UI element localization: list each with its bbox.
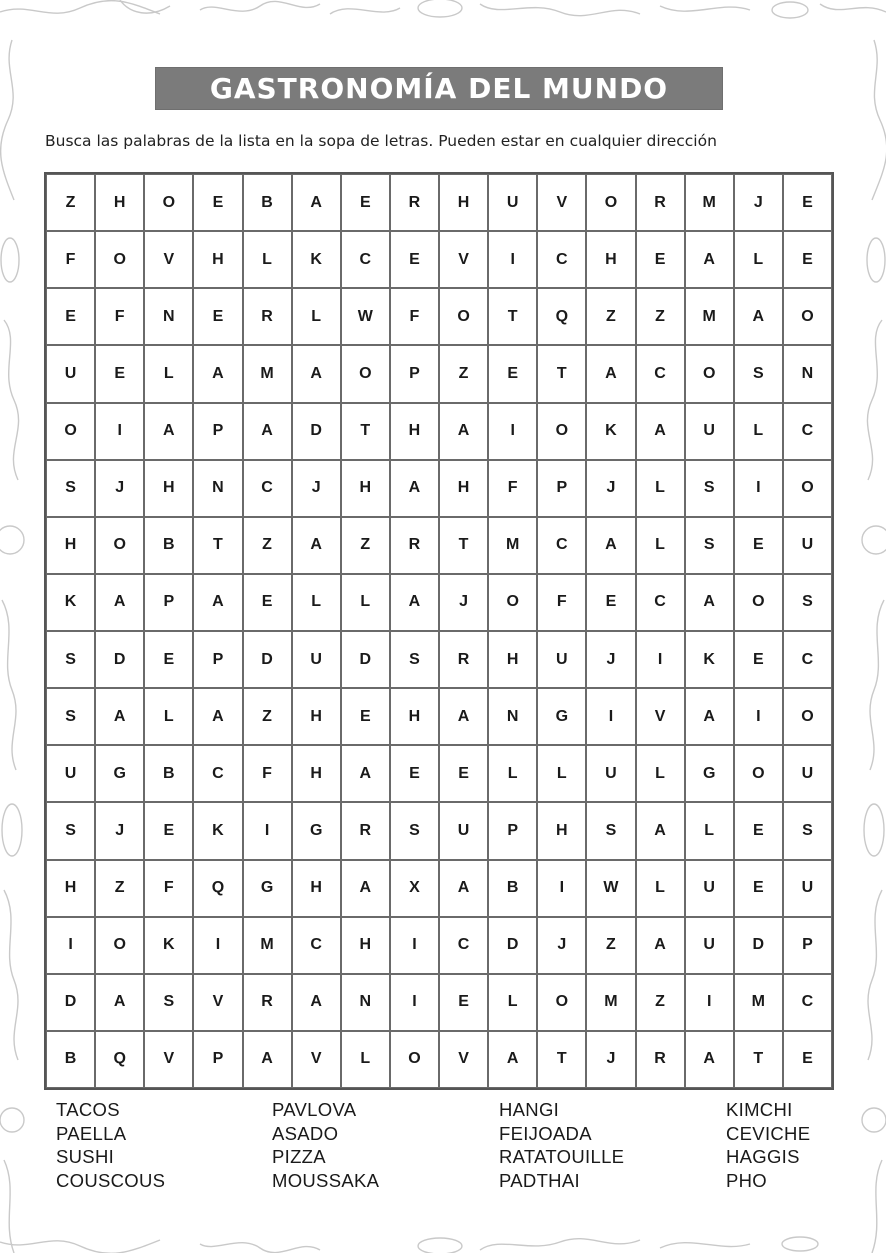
- word-item: ASADO: [272, 1122, 339, 1144]
- word-item: PADTHAI: [499, 1169, 580, 1191]
- grid-cell[interactable]: C: [292, 917, 341, 974]
- grid-cell[interactable]: I: [734, 688, 783, 745]
- grid-cell[interactable]: R: [439, 631, 488, 688]
- grid-cell[interactable]: L: [636, 745, 685, 802]
- grid-cell[interactable]: A: [292, 345, 341, 402]
- grid-cell[interactable]: O: [95, 231, 144, 288]
- grid-cell[interactable]: W: [341, 288, 390, 345]
- instructions-text: Busca las palabras de la lista en la sopa de letras. Pueden estar en cualquier dirección: [45, 132, 717, 150]
- grid-cell[interactable]: C: [783, 403, 832, 460]
- grid-cell[interactable]: S: [46, 631, 95, 688]
- grid-cell[interactable]: D: [243, 631, 292, 688]
- grid-cell[interactable]: M: [243, 345, 292, 402]
- grid-cell[interactable]: M: [243, 917, 292, 974]
- grid-cell[interactable]: O: [783, 288, 832, 345]
- grid-cell[interactable]: P: [390, 345, 439, 402]
- grid-cell[interactable]: P: [537, 460, 586, 517]
- grid-cell[interactable]: T: [537, 1031, 586, 1088]
- grid-cell[interactable]: H: [537, 802, 586, 859]
- grid-cell[interactable]: O: [537, 974, 586, 1031]
- page-title: GASTRONOMÍA DEL MUNDO: [209, 72, 669, 105]
- grid-cell[interactable]: G: [685, 745, 734, 802]
- grid-cell[interactable]: E: [144, 631, 193, 688]
- grid-cell[interactable]: Z: [243, 688, 292, 745]
- grid-cell[interactable]: O: [734, 745, 783, 802]
- grid-cell[interactable]: J: [586, 460, 635, 517]
- grid-cell[interactable]: A: [636, 802, 685, 859]
- grid-cell[interactable]: H: [193, 231, 242, 288]
- grid-cell[interactable]: E: [488, 345, 537, 402]
- word-item: CEVICHE: [726, 1122, 811, 1144]
- grid-cell[interactable]: C: [341, 231, 390, 288]
- grid-cell[interactable]: R: [390, 517, 439, 574]
- grid-cell[interactable]: V: [439, 1031, 488, 1088]
- grid-cell[interactable]: S: [685, 460, 734, 517]
- grid-cell[interactable]: K: [193, 802, 242, 859]
- grid-cell[interactable]: K: [586, 403, 635, 460]
- grid-cell[interactable]: U: [46, 745, 95, 802]
- word-search-grid: [44, 172, 834, 1090]
- grid-cell[interactable]: Q: [95, 1031, 144, 1088]
- grid-cell[interactable]: H: [390, 403, 439, 460]
- word-item: FEIJOADA: [499, 1122, 592, 1144]
- grid-cell[interactable]: A: [439, 403, 488, 460]
- grid-cell[interactable]: L: [636, 860, 685, 917]
- grid-cell[interactable]: O: [783, 688, 832, 745]
- grid-cell[interactable]: I: [537, 860, 586, 917]
- grid-cell[interactable]: J: [586, 1031, 635, 1088]
- word-item: COUSCOUS: [56, 1169, 166, 1191]
- grid-cell[interactable]: E: [439, 745, 488, 802]
- grid-cell[interactable]: Z: [46, 174, 95, 231]
- grid-cell[interactable]: J: [586, 631, 635, 688]
- grid-cell[interactable]: B: [144, 517, 193, 574]
- grid-cell[interactable]: H: [46, 517, 95, 574]
- grid-cell[interactable]: J: [439, 574, 488, 631]
- grid-cell[interactable]: I: [243, 802, 292, 859]
- grid-cell[interactable]: I: [46, 917, 95, 974]
- grid-cell[interactable]: C: [193, 745, 242, 802]
- grid-cell[interactable]: L: [243, 231, 292, 288]
- grid-cell[interactable]: O: [95, 917, 144, 974]
- grid-cell[interactable]: X: [390, 860, 439, 917]
- grid-cell[interactable]: D: [46, 974, 95, 1031]
- grid-cell[interactable]: J: [734, 174, 783, 231]
- grid-cell[interactable]: E: [734, 802, 783, 859]
- grid-cell[interactable]: I: [685, 974, 734, 1031]
- grid-cell[interactable]: U: [783, 517, 832, 574]
- grid-cell[interactable]: N: [341, 974, 390, 1031]
- grid-cell[interactable]: U: [783, 745, 832, 802]
- grid-cell[interactable]: N: [488, 688, 537, 745]
- grid-cell[interactable]: C: [783, 631, 832, 688]
- grid-cell[interactable]: A: [586, 345, 635, 402]
- grid-cell[interactable]: A: [341, 860, 390, 917]
- grid-cell[interactable]: L: [734, 231, 783, 288]
- grid-cell[interactable]: L: [292, 288, 341, 345]
- grid-cell[interactable]: P: [193, 403, 242, 460]
- grid-cell[interactable]: L: [636, 460, 685, 517]
- grid-cell[interactable]: E: [636, 231, 685, 288]
- word-item: KIMCHI: [726, 1099, 793, 1120]
- grid-cell[interactable]: U: [46, 345, 95, 402]
- grid-cell[interactable]: H: [292, 688, 341, 745]
- grid-cell[interactable]: U: [292, 631, 341, 688]
- grid-cell[interactable]: H: [292, 745, 341, 802]
- grid-cell[interactable]: A: [243, 1031, 292, 1088]
- word-list: [56, 1098, 836, 1198]
- grid-cell[interactable]: A: [243, 403, 292, 460]
- grid-cell[interactable]: A: [734, 288, 783, 345]
- grid-cell[interactable]: L: [537, 745, 586, 802]
- grid-cell[interactable]: H: [144, 460, 193, 517]
- grid-cell[interactable]: A: [95, 974, 144, 1031]
- grid-cell[interactable]: C: [783, 974, 832, 1031]
- grid-cell[interactable]: U: [783, 860, 832, 917]
- grid-cell[interactable]: Q: [537, 288, 586, 345]
- grid-cell[interactable]: M: [685, 288, 734, 345]
- grid-cell[interactable]: V: [193, 974, 242, 1031]
- grid-cell[interactable]: O: [95, 517, 144, 574]
- grid-cell[interactable]: L: [734, 403, 783, 460]
- grid-cell[interactable]: F: [46, 231, 95, 288]
- grid-cell[interactable]: H: [586, 231, 635, 288]
- grid-cell[interactable]: O: [537, 403, 586, 460]
- grid-cell[interactable]: D: [292, 403, 341, 460]
- grid-cell[interactable]: U: [685, 860, 734, 917]
- grid-cell[interactable]: H: [292, 860, 341, 917]
- grid-cell[interactable]: M: [685, 174, 734, 231]
- grid-cell[interactable]: V: [636, 688, 685, 745]
- grid-cell[interactable]: B: [46, 1031, 95, 1088]
- grid-cell[interactable]: E: [193, 174, 242, 231]
- grid-cell[interactable]: Z: [636, 288, 685, 345]
- grid-cell[interactable]: T: [341, 403, 390, 460]
- grid-cell[interactable]: I: [193, 917, 242, 974]
- grid-cell[interactable]: S: [390, 631, 439, 688]
- grid-cell[interactable]: Z: [95, 860, 144, 917]
- grid-cell[interactable]: T: [193, 517, 242, 574]
- grid-cell[interactable]: O: [586, 174, 635, 231]
- grid-cell[interactable]: P: [144, 574, 193, 631]
- grid-cell[interactable]: O: [439, 288, 488, 345]
- grid-cell[interactable]: E: [144, 802, 193, 859]
- grid-cell[interactable]: A: [636, 917, 685, 974]
- grid-cell[interactable]: L: [341, 1031, 390, 1088]
- word-item: HANGI: [499, 1099, 560, 1120]
- grid-cell[interactable]: U: [439, 802, 488, 859]
- grid-cell[interactable]: R: [341, 802, 390, 859]
- grid-cell[interactable]: E: [341, 174, 390, 231]
- grid-cell[interactable]: G: [95, 745, 144, 802]
- grid-cell[interactable]: A: [685, 1031, 734, 1088]
- grid-cell[interactable]: G: [243, 860, 292, 917]
- grid-cell[interactable]: A: [685, 688, 734, 745]
- grid-cell[interactable]: C: [243, 460, 292, 517]
- grid-cell[interactable]: I: [488, 403, 537, 460]
- grid-cell[interactable]: Z: [636, 974, 685, 1031]
- grid-cell[interactable]: E: [586, 574, 635, 631]
- grid-cell[interactable]: S: [46, 688, 95, 745]
- grid-cell[interactable]: P: [193, 631, 242, 688]
- grid-cell[interactable]: V: [537, 174, 586, 231]
- grid-cell[interactable]: R: [243, 288, 292, 345]
- grid-cell[interactable]: A: [95, 574, 144, 631]
- grid-cell[interactable]: F: [243, 745, 292, 802]
- grid-cell[interactable]: V: [144, 231, 193, 288]
- word-column-3: [499, 1098, 624, 1192]
- word-item: PHO: [726, 1169, 767, 1191]
- grid-cell[interactable]: A: [636, 403, 685, 460]
- grid-cell[interactable]: E: [95, 345, 144, 402]
- grid-cell[interactable]: R: [243, 974, 292, 1031]
- grid-cell[interactable]: K: [292, 231, 341, 288]
- grid-cell[interactable]: O: [341, 345, 390, 402]
- grid-cell[interactable]: D: [341, 631, 390, 688]
- grid-cell[interactable]: U: [488, 174, 537, 231]
- grid-cell[interactable]: I: [390, 917, 439, 974]
- grid-cell[interactable]: E: [734, 860, 783, 917]
- grid-cell[interactable]: F: [144, 860, 193, 917]
- grid-cell[interactable]: G: [537, 688, 586, 745]
- grid-cell[interactable]: G: [292, 802, 341, 859]
- grid-cell[interactable]: Z: [439, 345, 488, 402]
- grid-cell[interactable]: V: [144, 1031, 193, 1088]
- grid-cell[interactable]: S: [783, 802, 832, 859]
- grid-cell[interactable]: A: [193, 688, 242, 745]
- grid-cell[interactable]: O: [685, 345, 734, 402]
- grid-cell[interactable]: C: [537, 517, 586, 574]
- grid-cell[interactable]: L: [292, 574, 341, 631]
- grid-cell[interactable]: J: [292, 460, 341, 517]
- grid-cell[interactable]: K: [46, 574, 95, 631]
- grid-cell[interactable]: S: [390, 802, 439, 859]
- grid-cell[interactable]: A: [390, 574, 439, 631]
- grid-cell[interactable]: C: [636, 345, 685, 402]
- grid-cell[interactable]: H: [439, 460, 488, 517]
- word-item: MOUSSAKA: [272, 1169, 380, 1191]
- grid-cell[interactable]: Z: [243, 517, 292, 574]
- grid-cell[interactable]: F: [390, 288, 439, 345]
- title-banner: [155, 67, 723, 110]
- word-column-4: [726, 1098, 810, 1192]
- grid-cell[interactable]: S: [46, 802, 95, 859]
- grid-cell[interactable]: A: [341, 745, 390, 802]
- grid-cell[interactable]: E: [734, 517, 783, 574]
- grid-cell[interactable]: A: [292, 974, 341, 1031]
- word-item: PIZZA: [272, 1146, 326, 1167]
- grid-cell[interactable]: Z: [341, 517, 390, 574]
- grid-cell[interactable]: H: [390, 688, 439, 745]
- grid-cell[interactable]: I: [586, 688, 635, 745]
- word-item: PAVLOVA: [272, 1099, 357, 1120]
- grid-cell[interactable]: L: [144, 688, 193, 745]
- grid-cell[interactable]: O: [734, 574, 783, 631]
- grid-cell[interactable]: W: [586, 860, 635, 917]
- grid-cell[interactable]: O: [46, 403, 95, 460]
- grid-cell[interactable]: D: [95, 631, 144, 688]
- grid-cell[interactable]: F: [95, 288, 144, 345]
- grid-cell[interactable]: J: [537, 917, 586, 974]
- grid-cell[interactable]: P: [488, 802, 537, 859]
- word-item: TACOS: [56, 1099, 120, 1120]
- grid-cell[interactable]: S: [783, 574, 832, 631]
- grid-cell[interactable]: H: [46, 860, 95, 917]
- grid-cell[interactable]: I: [488, 231, 537, 288]
- grid-cell[interactable]: A: [685, 231, 734, 288]
- grid-cell[interactable]: B: [243, 174, 292, 231]
- grid-cell[interactable]: E: [734, 631, 783, 688]
- grid-cell[interactable]: V: [292, 1031, 341, 1088]
- grid-cell[interactable]: H: [341, 917, 390, 974]
- grid-cell[interactable]: Z: [586, 288, 635, 345]
- grid-cell[interactable]: J: [95, 460, 144, 517]
- grid-cell[interactable]: T: [734, 1031, 783, 1088]
- grid-cell[interactable]: U: [537, 631, 586, 688]
- word-item: SUSHI: [56, 1146, 115, 1167]
- grid-cell[interactable]: S: [586, 802, 635, 859]
- word-item: PAELLA: [56, 1122, 127, 1144]
- grid-cell[interactable]: O: [783, 460, 832, 517]
- grid-cell[interactable]: E: [390, 231, 439, 288]
- grid-cell[interactable]: H: [95, 174, 144, 231]
- grid-cell[interactable]: H: [341, 460, 390, 517]
- grid-cell[interactable]: A: [95, 688, 144, 745]
- grid-cell[interactable]: O: [488, 574, 537, 631]
- grid-cell[interactable]: M: [586, 974, 635, 1031]
- grid-cell[interactable]: D: [488, 917, 537, 974]
- word-column-1: [56, 1098, 165, 1192]
- grid-cell[interactable]: B: [144, 745, 193, 802]
- grid-cell[interactable]: E: [390, 745, 439, 802]
- grid-cell[interactable]: T: [439, 517, 488, 574]
- word-item: HAGGIS: [726, 1146, 800, 1167]
- grid-cell[interactable]: U: [586, 745, 635, 802]
- grid-cell[interactable]: E: [783, 231, 832, 288]
- grid-cell[interactable]: E: [193, 288, 242, 345]
- grid-cell[interactable]: S: [144, 974, 193, 1031]
- grid-cell[interactable]: E: [783, 1031, 832, 1088]
- grid-cell[interactable]: M: [734, 974, 783, 1031]
- grid-cell[interactable]: I: [95, 403, 144, 460]
- grid-cell[interactable]: A: [193, 345, 242, 402]
- grid-cell[interactable]: N: [193, 460, 242, 517]
- grid-cell[interactable]: K: [685, 631, 734, 688]
- grid-cell[interactable]: E: [243, 574, 292, 631]
- grid-cell[interactable]: A: [488, 1031, 537, 1088]
- grid-cell[interactable]: F: [537, 574, 586, 631]
- grid-cell[interactable]: S: [685, 517, 734, 574]
- grid-cell[interactable]: V: [439, 231, 488, 288]
- grid-cell[interactable]: O: [144, 174, 193, 231]
- grid-cell[interactable]: M: [488, 517, 537, 574]
- grid-cell[interactable]: U: [685, 917, 734, 974]
- grid-cell[interactable]: T: [488, 288, 537, 345]
- grid-cell[interactable]: S: [46, 460, 95, 517]
- word-item: RATATOUILLE: [499, 1146, 625, 1167]
- grid-cell[interactable]: P: [193, 1031, 242, 1088]
- grid-cell[interactable]: K: [144, 917, 193, 974]
- grid-cell[interactable]: B: [488, 860, 537, 917]
- grid-cell[interactable]: T: [537, 345, 586, 402]
- grid-cell[interactable]: E: [46, 288, 95, 345]
- grid-cell[interactable]: I: [636, 631, 685, 688]
- grid-cell[interactable]: D: [734, 917, 783, 974]
- grid-cell[interactable]: S: [734, 345, 783, 402]
- grid-cell[interactable]: I: [390, 974, 439, 1031]
- grid-cell[interactable]: E: [439, 974, 488, 1031]
- grid-cell[interactable]: Z: [586, 917, 635, 974]
- grid-cell[interactable]: A: [439, 860, 488, 917]
- grid-cell[interactable]: H: [439, 174, 488, 231]
- grid-cell[interactable]: L: [341, 574, 390, 631]
- grid-cell[interactable]: H: [488, 631, 537, 688]
- grid-cell[interactable]: A: [390, 460, 439, 517]
- grid-cell[interactable]: A: [193, 574, 242, 631]
- grid-cell[interactable]: R: [636, 1031, 685, 1088]
- grid-cell[interactable]: C: [537, 231, 586, 288]
- grid-cell[interactable]: E: [783, 174, 832, 231]
- grid-cell[interactable]: C: [636, 574, 685, 631]
- grid-cell[interactable]: N: [144, 288, 193, 345]
- grid-cell[interactable]: I: [734, 460, 783, 517]
- grid-cell[interactable]: R: [636, 174, 685, 231]
- grid-cell[interactable]: P: [783, 917, 832, 974]
- grid-cell[interactable]: R: [390, 174, 439, 231]
- grid-cell[interactable]: A: [586, 517, 635, 574]
- grid-cell[interactable]: J: [95, 802, 144, 859]
- grid-cell[interactable]: L: [488, 745, 537, 802]
- grid-cell[interactable]: Q: [193, 860, 242, 917]
- grid-cell[interactable]: A: [292, 517, 341, 574]
- grid-cell[interactable]: L: [488, 974, 537, 1031]
- grid-cell[interactable]: E: [341, 688, 390, 745]
- grid-cell[interactable]: L: [144, 345, 193, 402]
- grid-cell[interactable]: L: [685, 802, 734, 859]
- grid-cell[interactable]: F: [488, 460, 537, 517]
- grid-cell[interactable]: A: [292, 174, 341, 231]
- word-column-2: [272, 1098, 379, 1192]
- grid-cell[interactable]: L: [636, 517, 685, 574]
- grid-cell[interactable]: O: [390, 1031, 439, 1088]
- grid-cell[interactable]: C: [439, 917, 488, 974]
- grid-cell[interactable]: A: [144, 403, 193, 460]
- grid-cell[interactable]: U: [685, 403, 734, 460]
- grid-cell[interactable]: A: [685, 574, 734, 631]
- grid-cell[interactable]: N: [783, 345, 832, 402]
- grid-cell[interactable]: A: [439, 688, 488, 745]
